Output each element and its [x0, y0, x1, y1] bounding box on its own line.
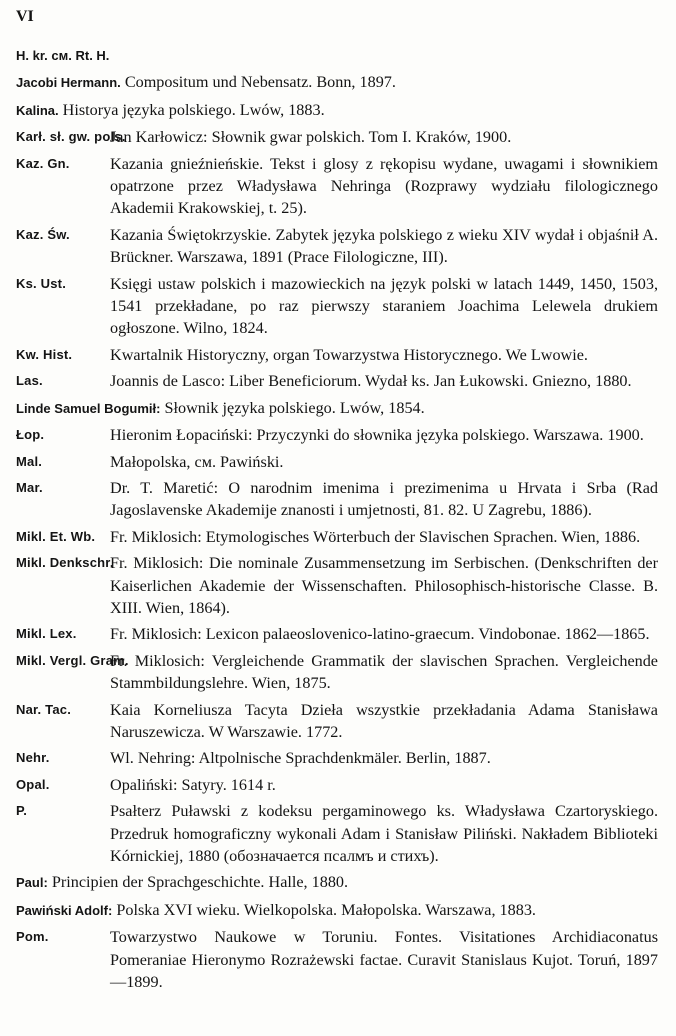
entry-text: Towarzystwo Naukowe w Toruniu. Fontes. Visitationes Archidiaconatus Pomeraniae Hieronymo Rozrażewski factae. Curavit Stanislaus Kujot. Toruń, 1897—1899. — [110, 928, 658, 992]
entry-text: Kwartalnik Historyczny, organ Towarzystwa Historycznego. We Lwowie. — [110, 345, 588, 364]
entry-text: Małopolska, см. Pawiński. — [110, 452, 284, 471]
bibliography-entry — [0, 800, 676, 867]
entry-text: Słownik języka polskiego. Lwów, 1854. — [164, 398, 425, 417]
bibliography-entry — [0, 126, 676, 148]
entry-text: Kazania Świętokrzyskie. Zabytek języka polskiego z wieku XIV wydał i objaśnił A. Brückner. Warszawa, 1891 (Prace Filologiczne, III). — [110, 225, 658, 267]
bibliography-entry — [0, 397, 676, 420]
entry-abbreviation: Ks. Ust. — [16, 275, 67, 291]
bibliography-entry — [0, 477, 676, 522]
entry-text: Historya języka polskiego. Lwów, 1883. — [62, 100, 325, 119]
entry-text: Hieronim Łopaciński: Przyczynki do słownika języka polskiego. Warszawa. 1900. — [110, 426, 644, 445]
entry-abbreviation: Nehr. — [16, 750, 50, 766]
bibliography-entry — [0, 451, 676, 473]
entry-text: Psałterz Puławski z kodeksu pergaminowego ks. Władysława Czartoryskiego. Przedruk homograficzny wykonali Adam i Stanisław Piliński. Nakładem Biblioteki Kórnickiej, 1880 (обозначается псалмъ и стихъ). — [110, 802, 658, 865]
bibliography-entry — [0, 552, 676, 619]
bibliography-entry — [0, 899, 676, 922]
bibliography-entry — [0, 224, 676, 269]
entry-text: Fr. Miklosich: Vergleichende Grammatik der slavischen Sprachen. Vergleichende Stammbildungslehre. Wien, 1875. — [110, 651, 658, 693]
entry-abbreviation: Jacobi Hermann. — [16, 75, 121, 91]
entry-text: Księgi ustaw polskich i mazowieckich na język polski w latach 1449, 1450, 1503, 1541 przekładane, po raz pierwszy staraniem Joachima Lelewela drukiem ogłoszone. Wilno, 1824. — [110, 274, 658, 338]
bibliography-entry — [0, 44, 676, 67]
bibliography-entry — [0, 774, 676, 796]
entry-abbreviation: Pom. — [16, 929, 49, 945]
entry-text: Joannis de Lasco: Liber Beneficiorum. Wydał ks. Jan Łukowski. Gniezno, 1880. — [110, 372, 632, 391]
entry-abbreviation: Pawiński Adolf: — [16, 902, 113, 918]
entry-text: Polska XVI wieku. Wielkopolska. Małopolska. Warszawa, 1883. — [116, 900, 536, 919]
entry-abbreviation: Kalina. — [16, 102, 59, 118]
entry-text: Kazania gnieźnieńskie. Tekst i glosy z rękopisu wydane, uwagami i słownikiem opatrzone przez Władysława Nehringa (Rozprawy wydziału filologicznego Akademii Krakowskiej, t. 25). — [110, 154, 658, 218]
bibliography-entry — [0, 273, 676, 340]
bibliography-entry — [0, 344, 676, 366]
entry-text: Compositum und Nebensatz. Bonn, 1897. — [124, 73, 396, 92]
entry-text: Wl. Nehring: Altpolnische Sprachdenkmäler. Berlin, 1887. — [110, 749, 491, 768]
entry-abbreviation: Kaz. Św. — [16, 226, 70, 242]
bibliography-entry — [0, 623, 676, 645]
bibliography-entry — [0, 747, 676, 769]
entry-text: Fr. Miklosich: Die nominale Zusammensetzung im Serbischen. (Denkschriften der Kaiserlichen Akademie der Wissenschaften. Philosophisch-historische Classe. B. XIII. Wien, 1864). — [110, 554, 658, 617]
entry-abbreviation: Kw. Hist. — [16, 346, 73, 362]
entry-text: Fr. Miklosich: Lexicon palaeoslovenico-latino-graecum. Vindobonae. 1862—1865. — [110, 625, 650, 644]
entry-abbreviation: Linde Samuel Bogumił: — [16, 400, 161, 416]
entry-text: Opaliński: Satyry. 1614 r. — [110, 775, 276, 794]
bibliography-entry — [0, 926, 676, 993]
bibliography-entry — [0, 71, 676, 94]
entry-abbreviation: H. kr. см. Rt. H. — [16, 48, 110, 63]
bibliography-entry — [0, 699, 676, 744]
bibliography-entry — [0, 99, 676, 122]
entry-abbreviation: Mar. — [16, 479, 43, 495]
bibliography-entry — [0, 871, 676, 894]
entry-abbreviation: Nar. Tac. — [16, 701, 72, 717]
entry-abbreviation: Mal. — [16, 453, 43, 469]
entry-abbreviation: Kaz. Gn. — [16, 155, 70, 171]
entry-abbreviation: Mikl. Denkschr. — [16, 555, 114, 571]
entry-abbreviation: Opal. — [16, 776, 50, 792]
bibliography-entry — [0, 650, 676, 695]
entry-text: Fr. Miklosich: Etymologisches Wörterbuch der Slavischen Sprachen. Wien, 1886. — [110, 527, 641, 546]
entry-abbreviation: P. — [16, 803, 28, 819]
entry-text: Dr. T. Maretić: O narodnim imenima i prezimenima u Hrvata i Srba (Rad Jagoslavenske Akademije znanosti i umjetnosti, 81. 82. U Zagrebu, 1886). — [110, 478, 658, 520]
bibliography-entry — [0, 370, 676, 392]
entry-text: Principien der Sprachgeschichte. Halle, 1880. — [51, 873, 349, 892]
entry-abbreviation: Karł. sł. gw. pols. — [16, 129, 126, 145]
entry-abbreviation: Las. — [16, 373, 43, 389]
bibliography-list — [0, 44, 676, 997]
bibliography-entry — [0, 424, 676, 446]
entry-abbreviation: Mikl. Lex. — [16, 626, 77, 642]
entry-abbreviation: Mikl. Et. Wb. — [16, 528, 96, 544]
entry-text: Jan Karłowicz: Słownik gwar polskich. Tom I. Kraków, 1900. — [110, 128, 512, 147]
bibliography-entry — [0, 526, 676, 548]
page-number: VI — [16, 8, 34, 25]
bibliography-entry — [0, 153, 676, 220]
entry-abbreviation: Łop. — [16, 427, 45, 443]
entry-abbreviation: Paul: — [16, 875, 48, 891]
entry-abbreviation: Mikl. Vergl. Gram. — [16, 652, 129, 668]
entry-text: Kaia Korneliusza Tacyta Dzieła wszystkie przekładania Adama Stanisława Naruszewicza. W Warszawie. 1772. — [110, 700, 658, 741]
